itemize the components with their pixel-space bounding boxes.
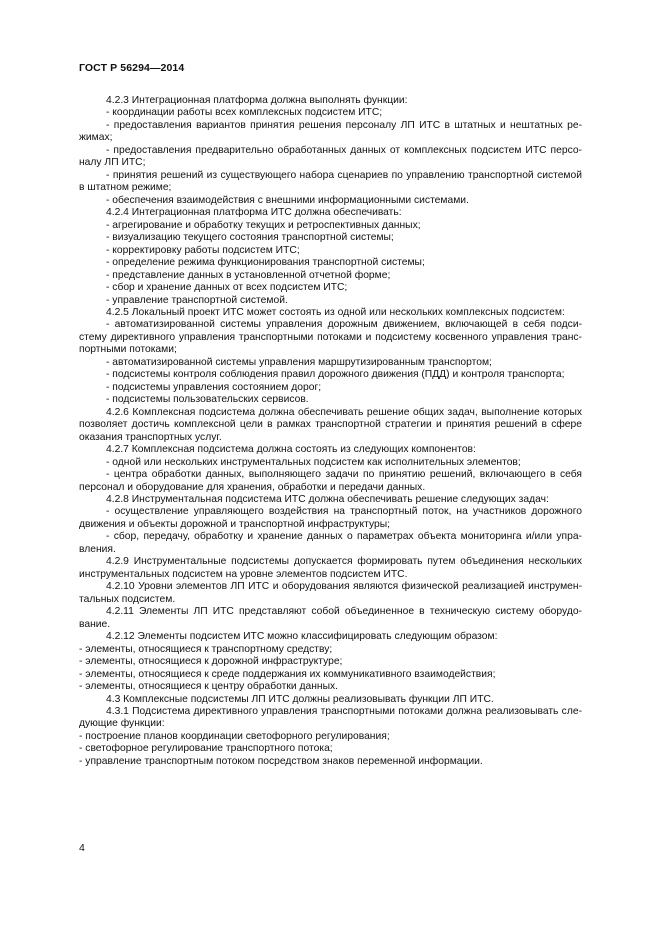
text-line: - осуществление управляющего воздействия на транспортный поток, на участников дорожного [106, 506, 582, 518]
text-line: вления. [79, 543, 116, 555]
text-line: - подсистемы управления состоянием дорог; [106, 381, 322, 393]
text-line: - предоставления вариантов принятия решения персоналу ЛП ИТС в штатных и нештатных ре- [106, 119, 582, 131]
text-line: - сбор, передачу, обработку и хранение данных о параметрах объекта мониторинга и/или упра- [106, 531, 582, 543]
text-line: вание. [79, 618, 111, 630]
text-line: позволяет достичь комплексной цели в рамках транспортной стратегии и принятия решений в сфере [79, 419, 582, 431]
page-number: 4 [79, 842, 85, 854]
text-line: - определение режима функционирования транспортной системы; [106, 257, 425, 269]
text-line: 4.2.11 Элементы ЛП ИТС представляют собой объединенное в техническую систему оборудо- [106, 606, 582, 618]
text-line: персонал и оборудование для хранения, обработки и передачи данных. [79, 481, 426, 493]
text-line: 4.2.9 Инструментальные подсистемы допускается формировать путем объединения нескольких [106, 556, 582, 568]
text-line: - автоматизированной системы управления дорожным движением, включающей в себя подси- [106, 319, 582, 331]
text-line: 4.2.4 Интеграционная платформа ИТС должна обеспечивать: [106, 207, 402, 219]
text-line: - светофорное регулирование транспортного потока; [79, 743, 333, 755]
text-line: - корректировку работы подсистем ИТС; [106, 244, 300, 256]
text-line: - представление данных в установленной отчетной форме; [106, 269, 391, 281]
text-line: - агрегирование и обработку текущих и ретроспективных данных; [106, 219, 421, 231]
text-line: - элементы, относящиеся к среде поддержания их коммуникативного взаимодействия; [79, 668, 496, 680]
text-line: дующие функции: [79, 718, 165, 730]
text-line: - управление транспортной системой. [106, 294, 288, 306]
text-line: - управление транспортным потоком посредством знаков переменной информации. [79, 755, 483, 767]
page-body [79, 95, 582, 768]
text-line: 4.3 Комплексные подсистемы ЛП ИТС должны реализовывать функции ЛП ИТС. [106, 693, 494, 705]
text-line: - одной или нескольких инструментальных подсистем как исполнительных элементов; [106, 456, 521, 468]
text-line: 4.2.10 Уровни элементов ЛП ИТС и оборудования являются физической реализацией инструмен- [106, 581, 582, 593]
text-line: - подсистемы контроля соблюдения правил дорожного движения (ПДД) и контроля транспорта; [106, 369, 565, 381]
text-line: оказания транспортных услуг. [79, 431, 222, 443]
text-line: 4.2.5 Локальный проект ИТС может состоять из одной или нескольких комплексных подсистем: [106, 306, 565, 318]
text-line: тальных подсистем. [79, 593, 176, 605]
text-line: налу ЛП ИТС; [79, 157, 146, 169]
text-line: - построение планов координации светофорного регулирования; [79, 730, 390, 742]
text-line: - сбор и хранение данных от всех подсистем ИТС; [106, 282, 348, 294]
text-line: - элементы, относящиеся к транспортному средству; [79, 643, 333, 655]
text-line: портными потоками; [79, 344, 177, 356]
text-line: 4.2.8 Инструментальная подсистема ИТС должна обеспечивать решение следующих задач: [106, 494, 549, 505]
text-line: - подсистемы пользовательских сервисов. [106, 394, 309, 406]
text-line: 4.3.1 Подсистема директивного управления транспортными потоками должна реализовывать сле- [106, 705, 582, 717]
text-line: - центра обработки данных, выполняющего задачи по принятию решений, включающего в себя [106, 469, 582, 481]
text-line: в штатном режиме; [79, 182, 172, 194]
text-line: - обеспечения взаимодействия с внешними информационными системами. [106, 194, 469, 206]
document-header: ГОСТ Р 56294—2014 [79, 62, 185, 74]
text-line: инструментальных подсистем на уровне элементов подсистем ИТС. [79, 568, 408, 580]
text-line: - элементы, относящиеся к центру обработки данных. [79, 681, 338, 693]
text-line: - принятия решений из существующего набора сценариев по управлению транспортной системой [106, 169, 582, 181]
text-line: 4.2.3 Интеграционная платформа должна выполнять функции: [106, 95, 408, 106]
text-line: движения и объекты дорожной и транспортной инфраструктуры; [79, 518, 390, 530]
text-line: - автоматизированной системы управления маршрутизированным транспортом; [106, 356, 492, 368]
text-line: 4.2.12 Элементы подсистем ИТС можно классифицировать следующим образом: [106, 631, 498, 643]
text-line: стему директивного управления транспортными потоками и подсистему косвенного управления транс- [79, 331, 582, 343]
text-line: - элементы, относящиеся к дорожной инфраструктуре; [79, 656, 343, 668]
text-line: - визуализацию текущего состояния транспортной системы; [106, 232, 394, 244]
text-line: жимах; [79, 132, 113, 144]
text-line: - предоставления предварительно обработанных данных от комплексных подсистем ИТС персо- [106, 144, 582, 156]
text-line: 4.2.7 Комплексная подсистема должна состоять из следующих компонентов: [106, 444, 476, 456]
text-line: - координации работы всех комплексных подсистем ИТС; [106, 107, 383, 119]
text-line: 4.2.6 Комплексная подсистема должна обеспечивать решение общих задач, выполнение которых [106, 406, 582, 418]
